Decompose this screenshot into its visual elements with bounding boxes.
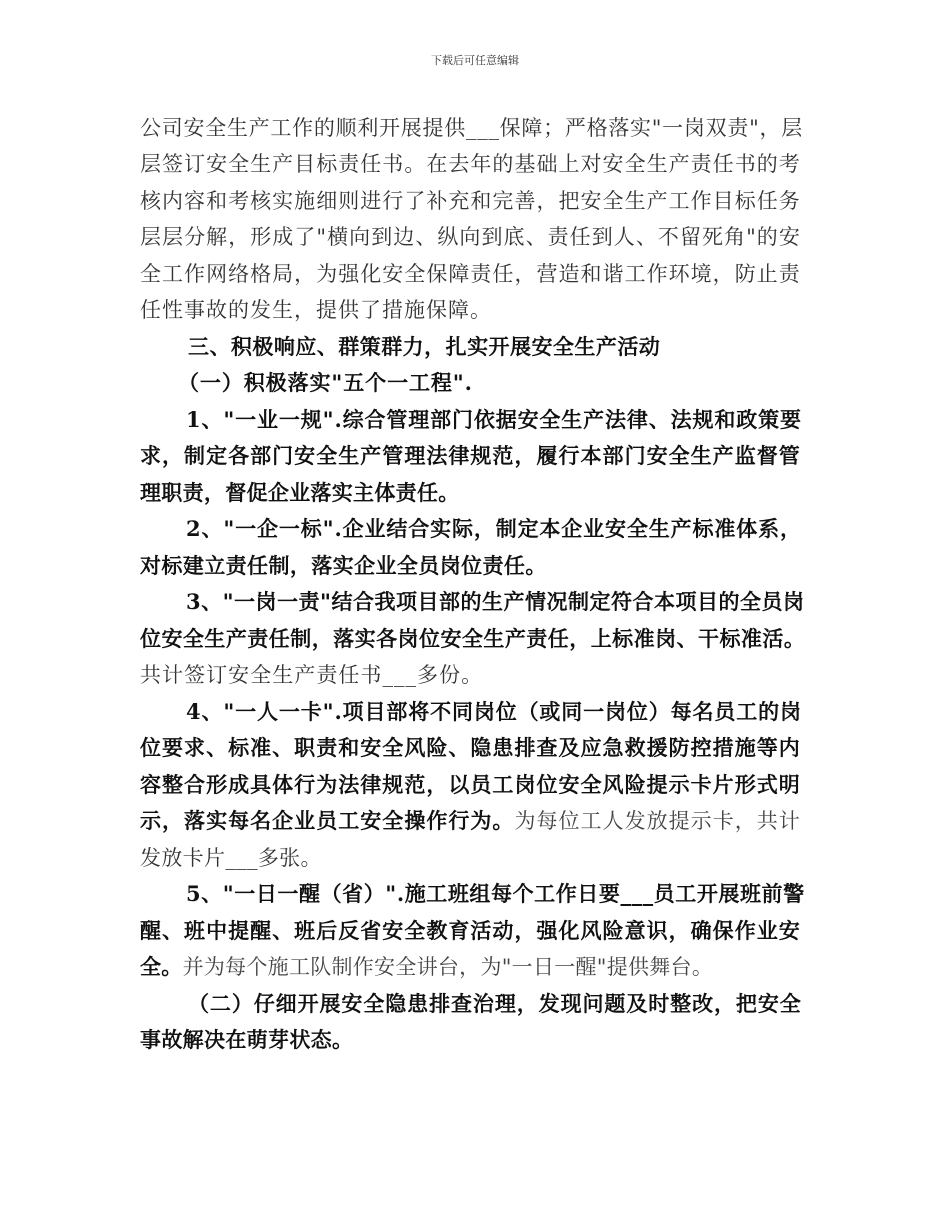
paragraph-line bbox=[140, 478, 460, 508]
subsection-heading bbox=[178, 368, 473, 398]
subsection-heading bbox=[188, 989, 802, 1019]
text-run: 求，制定各部门安全生产管理法律规范，履行本部门安全生产监督管 bbox=[140, 443, 801, 468]
paragraph-line bbox=[140, 806, 801, 836]
text-run: 并为每个施工队制作安全讲台，为"一日一醒"提供舞台。 bbox=[182, 955, 714, 979]
text-run: 对标建立责任制，落实企业全员岗位责任。 bbox=[140, 553, 547, 578]
paragraph-line bbox=[140, 295, 492, 325]
text-run: 位要求、标准、职责和安全风险、隐患排查及应急救援防控措施等内 bbox=[140, 735, 801, 760]
paragraph-line bbox=[186, 514, 802, 544]
paragraph-line bbox=[140, 733, 801, 763]
text-run: 三、积极响应、群策群力，扎实开展安全生产活动 bbox=[188, 334, 661, 359]
text-run: 位安全生产责任制，落实各岗位安全生产责任，上标准岗、干标准活。 bbox=[140, 626, 806, 651]
text-run: 发放卡片___多张。 bbox=[140, 846, 322, 870]
subsection-heading bbox=[140, 1025, 353, 1055]
text-run: 任性事故的发生，提供了措施保障。 bbox=[140, 298, 492, 322]
paragraph-line bbox=[186, 879, 805, 909]
paragraph-line bbox=[140, 916, 801, 946]
paragraph-line bbox=[140, 551, 547, 581]
paragraph-line bbox=[140, 113, 803, 143]
text-run: 3、"一岗一责"结合我项目部的生产情况制定符合本项目的全员岗 bbox=[186, 589, 805, 614]
text-run: 共计签订安全生产责任书___多份。 bbox=[140, 663, 484, 687]
text-run: （二）仔细开展安全隐患排查治理，发现问题及时整改，把安全 bbox=[188, 991, 802, 1016]
paragraph-line bbox=[140, 186, 801, 216]
paragraph-line bbox=[140, 441, 801, 471]
text-run: 醒、班中提醒、班后反省安全教育活动，强化风险意识，确保作业安 bbox=[140, 918, 801, 943]
text-run: 4、"一人一卡".项目部将不同岗位（或同一岗位）每名员工的岗 bbox=[186, 699, 802, 724]
text-run: 事故解决在萌芽状态。 bbox=[140, 1027, 354, 1052]
page-header: 下载后可任意编辑 bbox=[431, 54, 519, 67]
paragraph-line bbox=[186, 587, 805, 617]
paragraph-line bbox=[140, 660, 483, 690]
text-run: 全。 bbox=[140, 954, 183, 979]
paragraph-line bbox=[140, 222, 801, 252]
text-run: 容整合形成具体行为法律规范，以员工岗位安全风险提示卡片形式明 bbox=[140, 772, 801, 797]
text-run: （一）积极落实"五个一工程". bbox=[178, 370, 473, 395]
text-run: 核内容和考核实施细则进行了补充和完善，把安全生产工作目标任务 bbox=[140, 189, 801, 213]
section-heading bbox=[188, 332, 660, 362]
text-run: 全工作网络格局，为强化安全保障责任，营造和谐工作环境，防止责 bbox=[140, 262, 801, 286]
text-run: 公司安全生产工作的顺利开展提供___保障；严格落实"一岗双责"，层 bbox=[140, 116, 803, 140]
text-run: 示，落实每名企业员工安全操作行为。 bbox=[140, 808, 515, 833]
text-run: 层签订安全生产目标责任书。在去年的基础上对安全生产责任书的考 bbox=[140, 152, 801, 176]
paragraph-line bbox=[186, 405, 802, 435]
text-run: 层层分解，形成了"横向到边、纵向到底、责任到人、不留死角"的安 bbox=[140, 225, 801, 249]
paragraph-line bbox=[140, 770, 801, 800]
paragraph-line bbox=[140, 952, 713, 982]
text-run: 2、"一企一标".企业结合实际，制定本企业安全生产标准体系， bbox=[186, 516, 802, 541]
paragraph-line bbox=[140, 624, 805, 654]
paragraph-line bbox=[140, 259, 801, 289]
text-run: 5、"一日一醒（省）".施工班组每个工作日要___员工开展班前警 bbox=[186, 881, 805, 906]
text-run: 为每位工人发放提示卡，共计 bbox=[514, 809, 801, 833]
paragraph-line bbox=[186, 697, 802, 727]
text-run: 理职责，督促企业落实主体责任。 bbox=[140, 480, 460, 505]
paragraph-line bbox=[140, 843, 322, 873]
paragraph-line bbox=[140, 149, 801, 179]
text-run: 1、"一业一规".综合管理部门依据安全生产法律、法规和政策要 bbox=[186, 407, 802, 432]
